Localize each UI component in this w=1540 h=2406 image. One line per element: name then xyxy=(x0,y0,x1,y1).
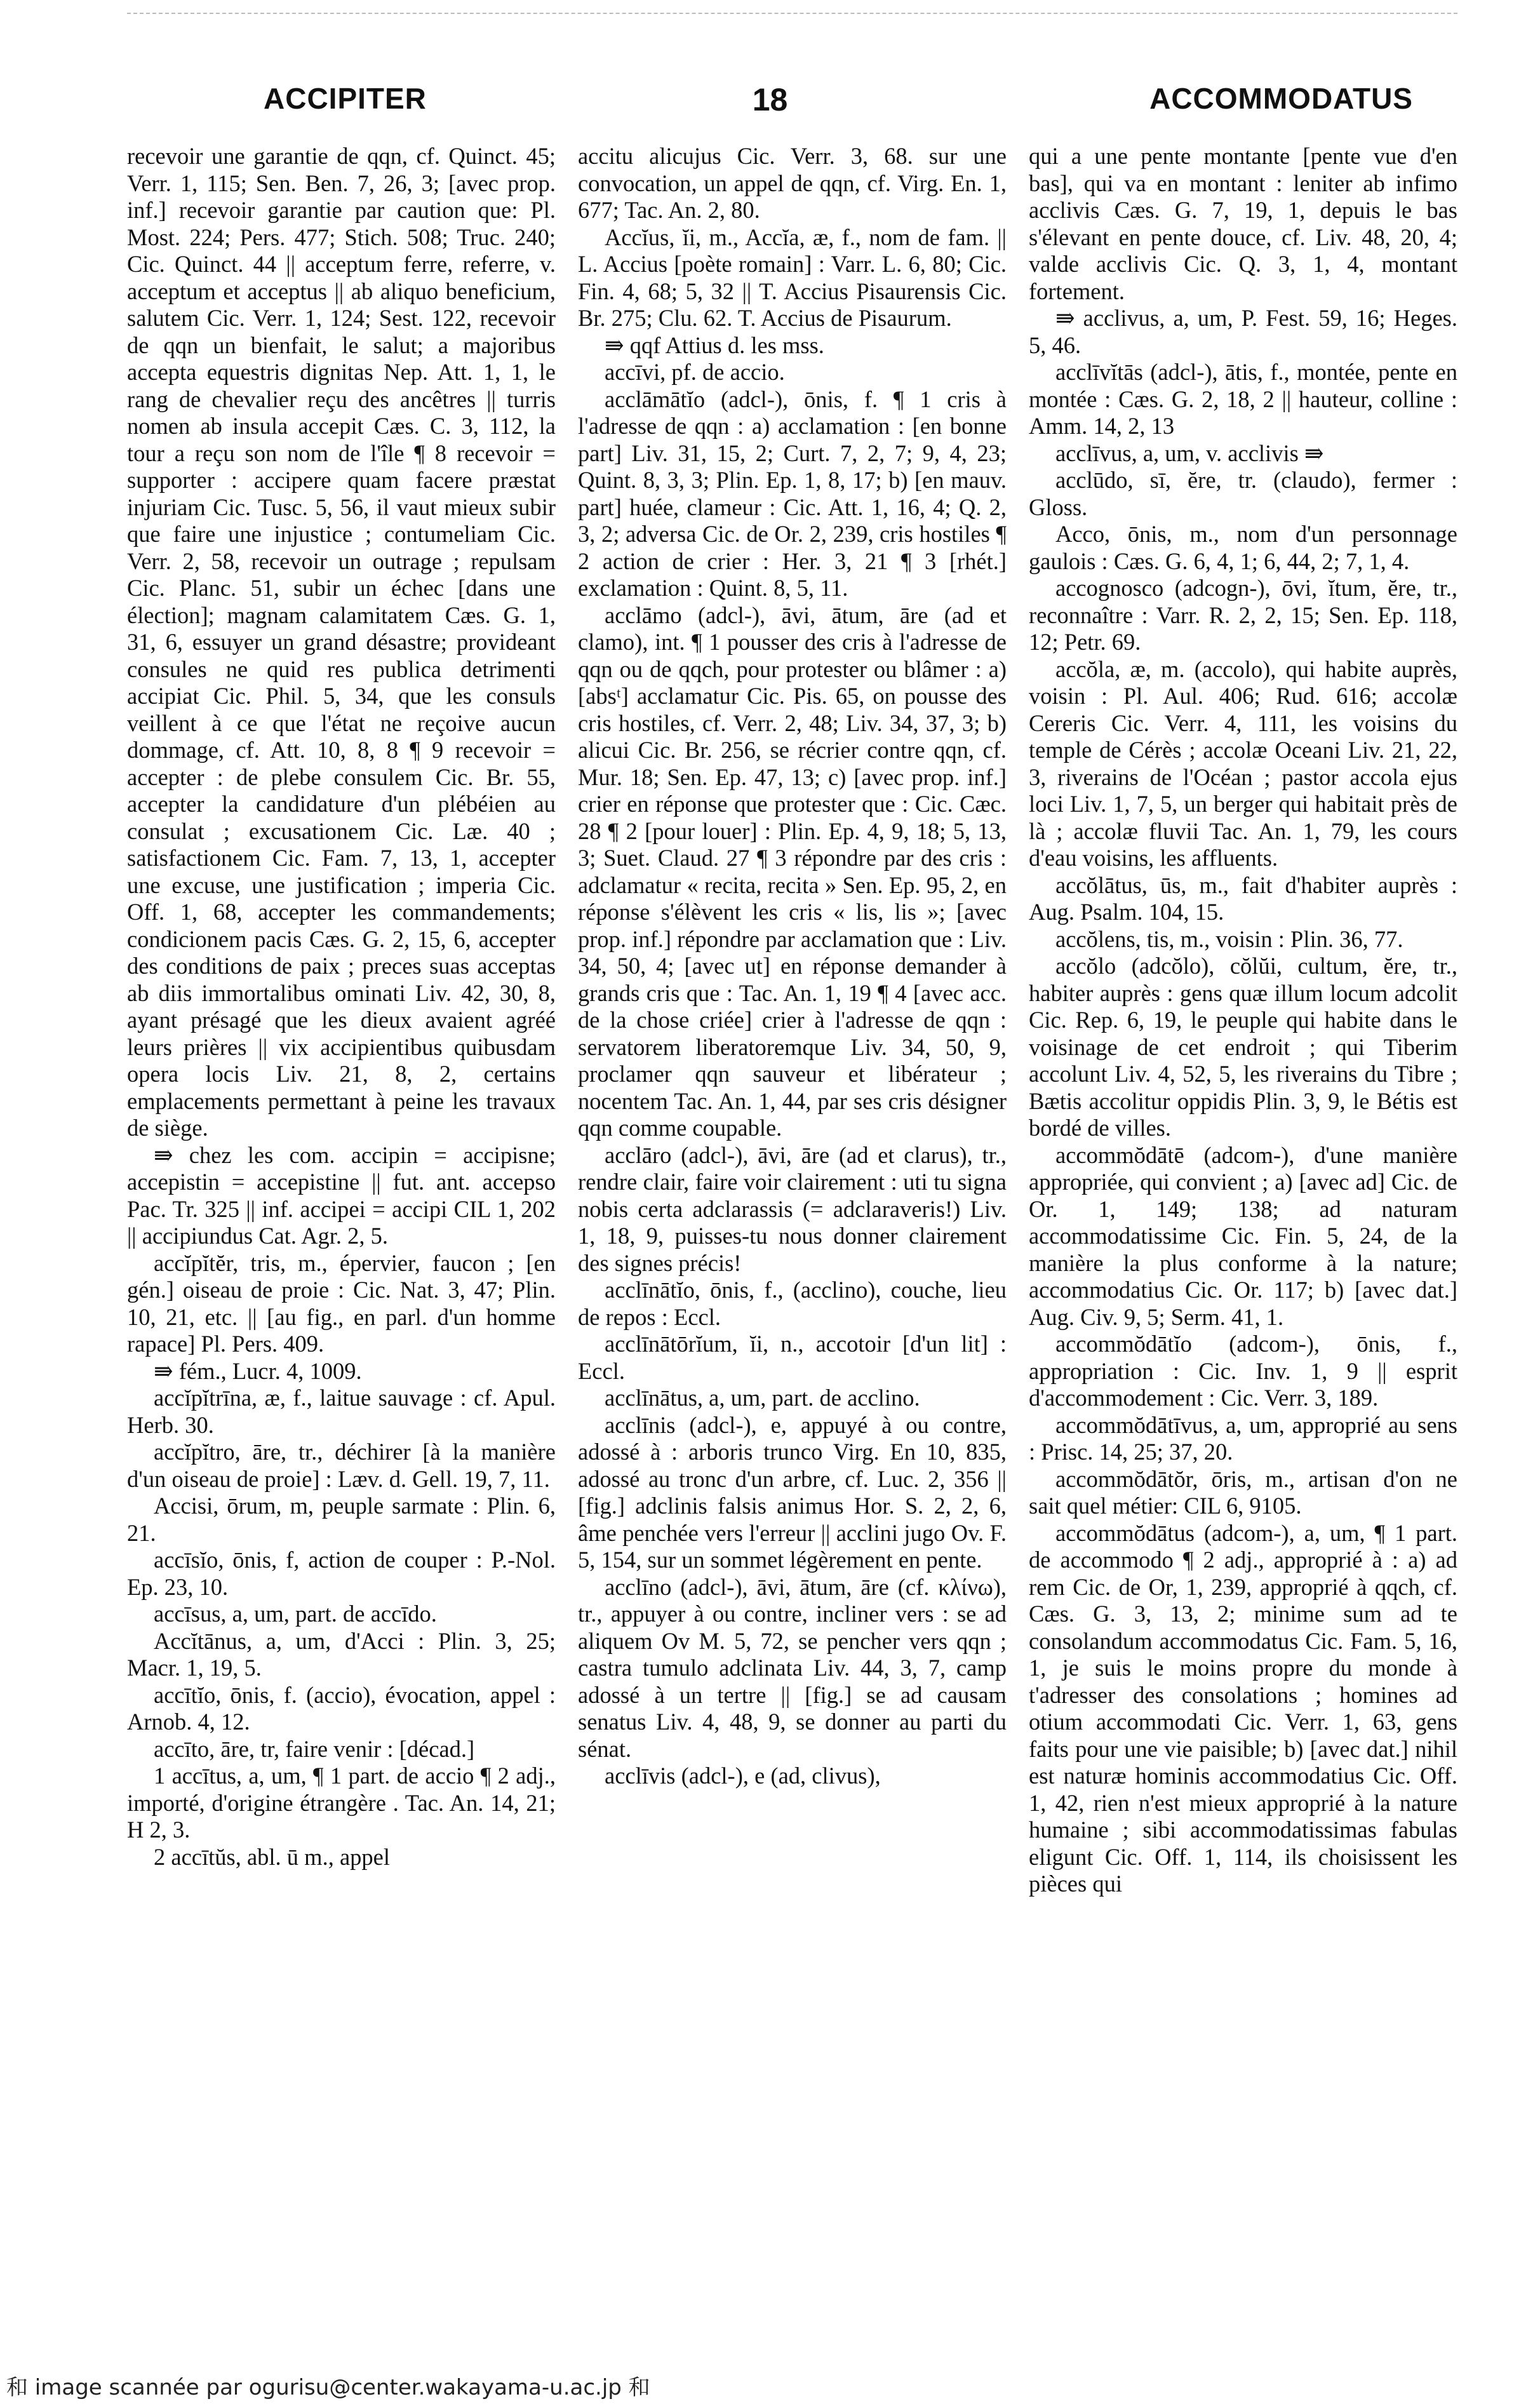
dictionary-entry: ⇛ qqf Attius d. les mss. xyxy=(605,332,824,358)
dictionary-entry: accīsĭo, ōnis, f, action de couper : P.-Nol. Ep. 23, 10. xyxy=(127,1547,556,1600)
dictionary-entry: ⇛ fém., Lucr. 4, 1009. xyxy=(154,1357,362,1384)
dictionary-entry: accīvi, pf. de accio. xyxy=(605,359,785,385)
dictionary-entry: acclīnis (adcl-), e, appuyé à ou contre, adossé à : arboris trunco Virg. En 10, 835, adossé au tronc d'un arbre, cf. Luc. 2, 356 || [fig.] adclinis falsis animus Hor. S. 2, 2, 6, âme penchée vers l'erreur || acclini jugo Ov. F. 5, 154, sur un sommet légèrement en pente. xyxy=(578,1411,1007,1573)
dictionary-entry: 2 accītŭs, abl. ū m., appel xyxy=(154,1843,390,1870)
dictionary-entry: acclīvis (adcl-), e (ad, clivus), xyxy=(605,1763,881,1789)
dictionary-entry: accommŏdātus (adcom-), a, um, ¶ 1 part. de accommodo ¶ 2 adj., approprié à : a) ad rem Cic. de Or, 1, 239, approprié à qqch, cf. Cæs. G. 3, 13, 2; minime sum ad te consolandum accommodatus Cic. Fam. 5, 16, 1, je suis le moins propre du monde à t'adresser des consolations ; homines ad otium accommodati Cic. Verr. 1, 63, gens faits pour une vie paisible; b) [avec dat.] nihil est naturæ hominis accommodatius Cic. Off. 1, 42, rien n'est mieux approprié à la nature humaine ; sibi accommodatissimas fabulas eligunt Cic. Off. 1, 114, ils choisissent les pièces qui xyxy=(1029,1519,1457,1897)
dictionary-entry: acclīnātĭo, ōnis, f., (acclino), couche, lieu de repos : Eccl. xyxy=(578,1277,1007,1330)
dictionary-entry: Accĭus, ĭi, m., Accĭa, æ, f., nom de fam. || L. Accius [poète romain] : Varr. L. 6, 80; Cic. Fin. 4, 68; 5, 32 || T. Accius Pisaurensis Cic. Br. 275; Clu. 62. T. Accius de Pisaurum. xyxy=(578,224,1007,331)
dictionary-entry: accommŏdātē (adcom-), d'une manière appropriée, qui convient ; a) [avec ad] Cic. de Or. 1, 149; 138; ad naturam accommodatissime Cic. Fin. 5, 24, de la manière la plus conforme à la nature; accommodatius Cic. Or. 117; b) [avec dat.] Aug. Civ. 9, 5; Serm. 41, 1. xyxy=(1029,1141,1457,1330)
dictionary-entry: acclīvus, a, um, v. acclivis ⇛ xyxy=(1055,440,1324,466)
dictionary-entry: acclīnātus, a, um, part. de acclino. xyxy=(605,1385,920,1411)
dictionary-entry: Accĭtānus, a, um, d'Acci : Plin. 3, 25; Macr. 1, 19, 5. xyxy=(127,1627,556,1681)
dictionary-entry: acclīnātōrĭum, ĭi, n., accotoir [d'un lit] : Eccl. xyxy=(578,1331,1007,1384)
dictionary-entry: Acco, ōnis, m., nom d'un personnage gaulois : Cæs. G. 6, 4, 1; 6, 44, 2; 7, 1, 4. xyxy=(1029,521,1457,574)
scan-credit: 和 image scannée par ogurisu@center.wakayama-u.ac.jp 和 xyxy=(6,2375,650,2400)
page-number: 18 xyxy=(752,82,788,118)
dictionary-entry: accŏla, æ, m. (accolo), qui habite auprès, voisin : Pl. Aul. 406; Rud. 616; accolæ Cereris Cic. Verr. 4, 111, les voisins du temple de Cérès ; accolæ Oceani Liv. 21, 22, 3, riverains de l'Océan ; pastor accola ejus loci Liv. 1, 7, 5, un berger qui habitait près de là ; accolæ fluvii Tac. An. 1, 79, les cours d'eau voisins, les affluents. xyxy=(1029,655,1457,871)
page-header xyxy=(127,81,1413,138)
dictionary-entry: recevoir une garantie de qqn, cf. Quinct. 45; Verr. 1, 115; Sen. Ben. 7, 26, 3; [avec prop. inf.] recevoir garantie par caution que: Pl. Most. 224; Pers. 477; Stich. 508; Truc. 240; Cic. Quinct. 44 || acceptum ferre, referre, v. acceptum et acceptus || ab aliquo beneficium, salutem Cic. Verr. 1, 124; Sest. 122, recevoir de qqn un bienfait, le salut; a majoribus accepta equestris dignitas Nep. Att. 1, 1, le rang de chevalier reçu des ancêtres || turris nomen ab insula accepit Cæs. C. 3, 112, la tour a reçu son nom de l'île ¶ 8 recevoir = supporter : accipere quam facere præstat injuriam Cic. Tusc. 5, 56, il vaut mieux subir que faire une injustice ; contumeliam Cic. Verr. 2, 58, recevoir un outrage ; repulsam Cic. Planc. 51, subir un échec [dans une élection]; magnam calamitatem Cæs. G. 1, 31, 6, essuyer un grand désastre; provideant consules ne quid res publica detrimenti accipiat Cic. Phil. 5, 34, que les consuls veillent à ce que l'état ne reçoive aucun dommage, cf. Att. 10, 8, 8 ¶ 9 recevoir = accepter : de plebe consulem Cic. Br. 55, accepter la candidature d'un plébéien au consulat ; excusationem Cic. Læ. 40 ; satisfactionem Cic. Fam. 7, 13, 1, accepter une excuse, une justification ; imperia Cic. Off. 1, 68, accepter les commandements; condicionem pacis Cæs. G. 2, 15, 6, accepter des conditions de paix ; preces suas acceptas ab diis immortalibus ominati Liv. 42, 30, 8, ayant présagé que les dieux avaient agréé leurs prières || vix accipientibus quibusdam opera locis Liv. 21, 8, 2, certains emplacements permettant à peine les travaux de siège. xyxy=(127,143,556,1141)
dictionary-entry: accŏlens, tis, m., voisin : Plin. 36, 77. xyxy=(1055,925,1403,952)
dictionary-entry: accommŏdātīvus, a, um, approprié au sens : Prisc. 14, 25; 37, 20. xyxy=(1029,1411,1457,1465)
dictionary-entry: acclāmātĭo (adcl-), ōnis, f. ¶ 1 cris à l'adresse de qqn : a) acclamation : [en bonne part] Liv. 31, 15, 2; Curt. 7, 2, 7; 9, 4, 23; Quint. 8, 3, 3; Plin. Ep. 1, 8, 17; b) [en mauv. part] huée, clameur : Cic. Att. 1, 16, 4; Q. 2, 3, 2; adversa Cic. de Or. 2, 239, cris hostiles ¶ 2 action de crier : Her. 3, 21 ¶ 3 [rhét.] exclamation : Quint. 8, 5, 11. xyxy=(578,386,1007,601)
scan-edge-line xyxy=(127,13,1457,14)
dictionary-entry: ⇛ acclivus, a, um, P. Fest. 59, 16; Heges. 5, 46. xyxy=(1029,305,1457,358)
dictionary-entry: accīsus, a, um, part. de accīdo. xyxy=(154,1601,437,1627)
dictionary-entry: acclūdo, sī, ĕre, tr. (claudo), fermer : Gloss. xyxy=(1029,467,1457,520)
dictionary-entry: accītĭo, ōnis, f. (accio), évocation, appel : Arnob. 4, 12. xyxy=(127,1681,556,1735)
dictionary-entry: acclīno (adcl-), āvi, ātum, āre (cf. κλίνω), tr., appuyer à ou contre, incliner vers : se ad aliquem Ov M. 5, 72, se pencher vers qqn ; castra tumulo adclinata Liv. 44, 3, 7, camp adossé à un tertre || [fig.] se ad causam senatus Liv. 4, 48, 9, se donner au parti du sénat. xyxy=(578,1573,1007,1762)
header-left-guideword: ACCIPITER xyxy=(264,82,427,115)
dictionary-entry: accommŏdātŏr, ōris, m., artisan d'on ne sait quel métier: CIL 6, 9105. xyxy=(1029,1465,1457,1519)
dictionary-entry: accīto, āre, tr, faire venir : [décad.] xyxy=(154,1735,475,1762)
column-middle xyxy=(578,143,1007,2315)
column-left xyxy=(127,143,556,2315)
text-columns xyxy=(127,143,1457,2315)
dictionary-entry: acclāro (adcl-), āvi, āre (ad et clarus), tr., rendre clair, faire voir clairement : uti tu signa nobis certa adclarassis (= adclaraveris!) Liv. 1, 18, 9, puisses-tu nous donner clairement des signes précis! xyxy=(578,1141,1007,1276)
dictionary-entry: Accisi, ōrum, m, peuple sarmate : Plin. 6, 21. xyxy=(127,1493,556,1546)
dictionary-entry: qui a une pente montante [pente vue d'en bas], qui va en montant : leniter ab infimo acclivis Cæs. G. 7, 19, 1, depuis le bas s'élevant en pente douce, cf. Liv. 48, 20, 4; valde acclivis Cic. Q. 3, 1, 4, montant fortement. xyxy=(1029,143,1457,304)
dictionary-entry: accitu alicujus Cic. Verr. 3, 68. sur une convocation, un appel de qqn, cf. Virg. En. 1, 677; Tac. An. 2, 80. xyxy=(578,143,1007,223)
dictionary-entry: accŏlātus, ūs, m., fait d'habiter auprès : Aug. Psalm. 104, 15. xyxy=(1029,871,1457,925)
dictionary-entry: acclāmo (adcl-), āvi, ātum, āre (ad et clamo), int. ¶ 1 pousser des cris à l'adresse de qqn ou de qqch, pour protester ou blâmer : a) [absᵗ] acclamatur Cic. Pis. 65, on pousse des cris hostiles, cf. Verr. 2, 48; Liv. 34, 37, 3; b) alicui Cic. Br. 256, se récrier contre qqn, cf. Mur. 18; Sen. Ep. 47, 13; c) [avec prop. inf.] crier en réponse que protester que : Cic. Cæc. 28 ¶ 2 [pour louer] : Plin. Ep. 4, 9, 18; 5, 13, 3; Suet. Claud. 27 ¶ 3 répondre par des cris : adclamatur « recita, recita » Sen. Ep. 95, 2, en réponse s'élèvent les cris « lis, lis »; [avec prop. inf.] répondre par acclamation que : Liv. 34, 50, 4; [avec ut] en réponse demander à grands cris que : Tac. An. 1, 19 ¶ 4 [avec acc. de la chose criée] crier à l'adresse de qqn : servatorem liberatoremque Liv. 34, 50, 9, proclamer qqn sauveur et libérateur ; nocentem Tac. An. 1, 44, par ses cris désigner qqn comme coupable. xyxy=(578,602,1007,1141)
dictionary-entry: accommŏdātĭo (adcom-), ōnis, f., appropriation : Cic. Inv. 1, 9 || esprit d'accommodement : Cic. Verr. 3, 189. xyxy=(1029,1331,1457,1411)
dictionary-entry: 1 accītus, a, um, ¶ 1 part. de accio ¶ 2 adj., importé, d'origine étrangère . Tac. An. 14, 21; H 2, 3. xyxy=(127,1763,556,1843)
dictionary-entry: accĭpĭtrīna, æ, f., laitue sauvage : cf. Apul. Herb. 30. xyxy=(127,1385,556,1438)
dictionary-entry: accĭpĭtĕr, tris, m., épervier, faucon ; [en gén.] oiseau de proie : Cic. Nat. 3, 47; Plin. 10, 21, etc. || [au fig., en parl. d'un homme rapace] Pl. Pers. 409. xyxy=(127,1249,556,1357)
dictionary-entry: accognosco (adcogn-), ōvi, ĭtum, ĕre, tr., reconnaître : Varr. R. 2, 2, 15; Sen. Ep. 118, 12; Petr. 69. xyxy=(1029,575,1457,655)
dictionary-entry: accŏlo (adcŏlo), cŏlŭi, cultum, ĕre, tr., habiter auprès : gens quæ illum locum adcolit Cic. Rep. 6, 19, le peuple qui habite dans le voisinage de cet endroit ; qui Tiberim accolunt Liv. 4, 52, 5, les riverains du Tibre ; Bætis accolitur oppidis Plin. 3, 9, le Bétis est bordé de villes. xyxy=(1029,953,1457,1141)
header-right-guideword: ACCOMMODATUS xyxy=(1149,82,1413,115)
dictionary-entry: ⇛ chez les com. accipin = accipisne; accepistin = accepistine || fut. ant. accepso Pac. Tr. 325 || inf. accipei = accipi CIL 1, 202 || accipiundus Cat. Agr. 2, 5. xyxy=(127,1141,556,1249)
column-right xyxy=(1029,143,1457,2315)
dictionary-entry: acclīvĭtās (adcl-), ātis, f., montée, pente en montée : Cæs. G. 2, 18, 2 || hauteur, colline : Amm. 14, 2, 13 xyxy=(1029,359,1457,439)
dictionary-entry: accĭpĭtro, āre, tr., déchirer [à la manière d'un oiseau de proie] : Læv. d. Gell. 19, 7, 11. xyxy=(127,1439,556,1492)
